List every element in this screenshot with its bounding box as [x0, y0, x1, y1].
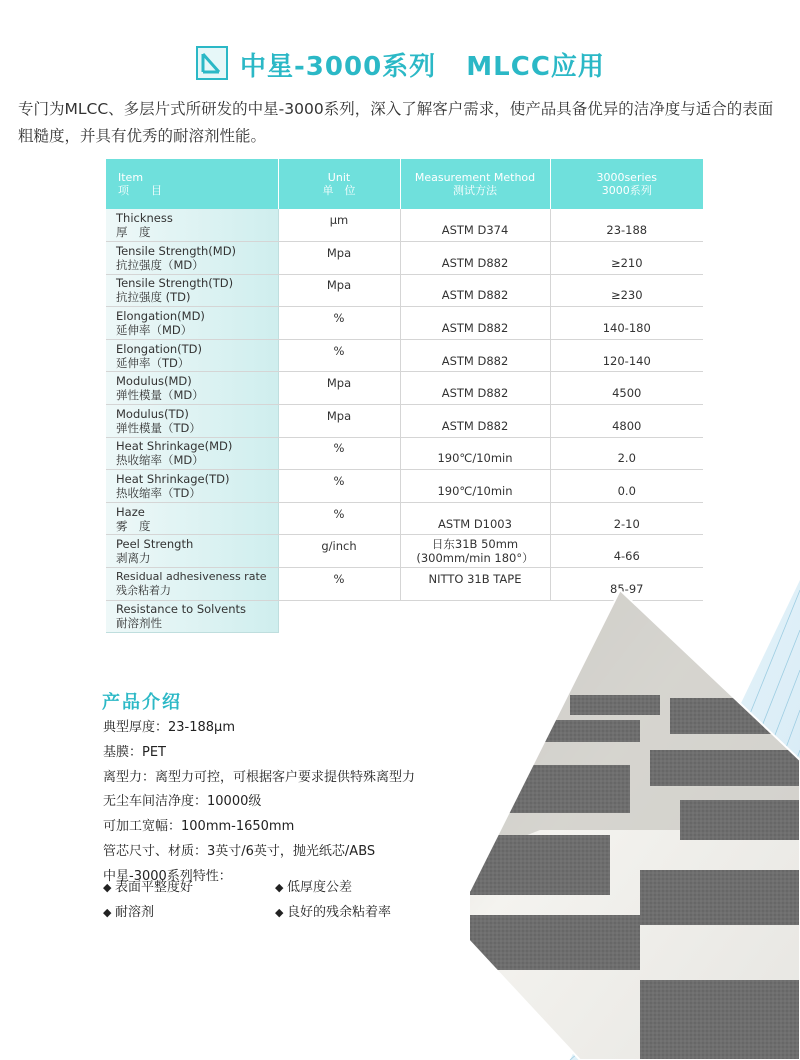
item-cell: [106, 405, 278, 438]
item-zh: 耐溶剂性: [116, 616, 162, 631]
table-header-row: [106, 159, 703, 209]
table-row: [106, 405, 703, 438]
unit-cell: [278, 600, 400, 633]
item-cell: [106, 568, 278, 601]
table-row: [106, 274, 703, 307]
feature-item: [103, 901, 154, 925]
header-method-zh: 测试方法: [453, 184, 497, 197]
logo-icon: [196, 46, 228, 80]
feature-label: 良好的残余粘着率: [287, 905, 392, 920]
item-en: Modulus(TD): [116, 406, 189, 421]
item-cell: [106, 535, 278, 568]
header-series-zh: 3000系列: [601, 184, 652, 197]
value-cell: 4500: [550, 372, 703, 405]
item-cell: [106, 274, 278, 307]
product-info-line: 离型力：离型力可控，可根据客户要求提供特殊离型力: [103, 769, 416, 785]
header-unit-en: Unit: [327, 171, 351, 184]
item-zh: 抗拉强度（MD）: [116, 257, 204, 272]
feature-label: 耐溶剂: [115, 905, 155, 920]
method-cell: 190℃/10min: [400, 437, 550, 470]
unit-cell: μm: [278, 209, 400, 242]
feature-label: 表面平整度好: [115, 880, 194, 895]
product-info-line: 基膜：PET: [103, 744, 166, 760]
method-cell: ASTM D1003: [400, 502, 550, 535]
header-item-en: Item: [118, 171, 144, 184]
method-cell: ASTM D882: [400, 372, 550, 405]
item-cell: [106, 372, 278, 405]
method-cell: ASTM D374: [400, 209, 550, 242]
table-row: [106, 242, 703, 275]
item-en: Haze: [116, 504, 145, 519]
product-info-line: 典型厚度：23-188μm: [103, 720, 235, 735]
method-cell: ASTM D882: [400, 405, 550, 438]
diamond-bullet-icon: ◆: [275, 906, 284, 919]
unit-cell: %: [278, 470, 400, 503]
unit-cell: Mpa: [278, 372, 400, 405]
unit-cell: Mpa: [278, 405, 400, 438]
item-zh: 残余粘着力: [116, 583, 171, 597]
method-cell: ASTM D882: [400, 339, 550, 372]
item-en: Tensile Strength(MD): [116, 243, 237, 258]
value-cell: 2.0: [550, 437, 703, 470]
product-section-title: 产品介绍: [102, 692, 182, 713]
page-title: 中星-3000系列 MLCC应用: [240, 52, 605, 82]
item-en: Resistance to Solvents: [116, 602, 247, 617]
method-cell: NITTO 31B TAPE: [400, 568, 550, 601]
table-row: [106, 339, 703, 372]
item-cell: [106, 307, 278, 340]
table-row: [106, 470, 703, 503]
value-cell: 23-188: [550, 209, 703, 242]
product-info-line: 中星-3000系列特性：: [103, 868, 232, 884]
item-cell: [106, 242, 278, 275]
unit-cell: %: [278, 502, 400, 535]
item-zh: 抗拉强度 (TD): [116, 290, 191, 305]
item-en: Residual adhesiveness rate: [116, 569, 267, 583]
method-cell: ASTM D882: [400, 307, 550, 340]
unit-cell: %: [278, 307, 400, 340]
item-cell: [106, 600, 278, 633]
value-cell: ≥230: [550, 274, 703, 307]
method-line-2: (300mm/min 180°）: [416, 551, 534, 566]
item-cell: [106, 339, 278, 372]
table-row: [106, 372, 703, 405]
method-cell: ASTM D882: [400, 242, 550, 275]
table-row: [106, 307, 703, 340]
product-info-list: [103, 716, 415, 890]
diamond-bullet-icon: ◆: [103, 906, 112, 919]
item-zh: 延伸率（MD）: [116, 323, 193, 338]
unit-cell: %: [278, 568, 400, 601]
header-method: [400, 159, 550, 209]
value-cell: 2-10: [550, 502, 703, 535]
value-cell: ≥210: [550, 242, 703, 275]
unit-cell: %: [278, 339, 400, 372]
value-cell: 4-66: [550, 535, 703, 568]
value-cell: 120-140: [550, 339, 703, 372]
table-row: [106, 502, 703, 535]
header-series-en: 3000series: [596, 171, 658, 184]
header-unit-zh: 单 位: [322, 184, 356, 197]
item-zh: 热收缩率（TD）: [116, 486, 201, 501]
header-item: [106, 159, 278, 209]
value-cell: 0.0: [550, 470, 703, 503]
item-zh: 延伸率（TD）: [116, 355, 190, 370]
method-cell: 190℃/10min: [400, 470, 550, 503]
feature-item: [275, 876, 352, 900]
item-en: Thickness: [116, 211, 173, 226]
item-en: Tensile Strength(TD): [116, 276, 234, 291]
table-row: [106, 209, 703, 242]
diamond-bullet-icon: ◆: [103, 881, 112, 894]
item-en: Elongation(TD): [116, 341, 203, 356]
header-series: [550, 159, 703, 209]
item-zh: 热收缩率（MD）: [116, 453, 204, 468]
unit-cell: Mpa: [278, 274, 400, 307]
product-photo: [470, 590, 800, 1060]
item-en: Heat Shrinkage(MD): [116, 439, 233, 454]
item-cell: [106, 437, 278, 470]
method-line-1: 日东31B 50mm: [431, 537, 519, 552]
value-cell: 85-97: [550, 568, 703, 601]
title-row: [0, 42, 800, 88]
method-cell: ASTM D882: [400, 274, 550, 307]
feature-item: [275, 901, 391, 925]
value-cell: 4800: [550, 405, 703, 438]
feature-label: 低厚度公差: [287, 880, 353, 895]
item-en: Elongation(MD): [116, 309, 205, 324]
unit-cell: Mpa: [278, 242, 400, 275]
item-cell: [106, 502, 278, 535]
item-zh: 雾 度: [116, 518, 151, 533]
item-en: Heat Shrinkage(TD): [116, 472, 230, 487]
unit-cell: g/inch: [278, 535, 400, 568]
header-item-zh: 项 目: [118, 184, 162, 197]
item-cell: [106, 209, 278, 242]
product-info-line: 管芯尺寸、材质：3英寸/6英寸，抛光纸芯/ABS: [103, 843, 376, 859]
feature-item: [103, 876, 193, 900]
table-row: [106, 437, 703, 470]
item-en: Peel Strength: [116, 537, 194, 552]
diamond-bullet-icon: ◆: [275, 881, 284, 894]
item-zh: 弹性模量（MD）: [116, 388, 204, 403]
item-zh: 弹性模量（TD）: [116, 420, 201, 435]
intro-paragraph: 专门为MLCC、多层片式所研发的中星-3000系列，深入了解客户需求，使产品具备优异的洁净度与适合的表面粗糙度，并具有优秀的耐溶剂性能。: [18, 100, 774, 145]
item-cell: [106, 470, 278, 503]
unit-cell: %: [278, 437, 400, 470]
item-zh: 剥离力: [116, 551, 151, 566]
header-unit: [278, 159, 400, 209]
product-info-line: 无尘车间洁净度：10000级: [103, 794, 262, 810]
header-method-en: Measurement Method: [414, 171, 536, 184]
item-zh: 厚 度: [116, 225, 151, 240]
item-en: Modulus(MD): [116, 374, 192, 389]
product-info-line: 可加工宽幅：100mm-1650mm: [103, 819, 295, 835]
value-cell: 140-180: [550, 307, 703, 340]
